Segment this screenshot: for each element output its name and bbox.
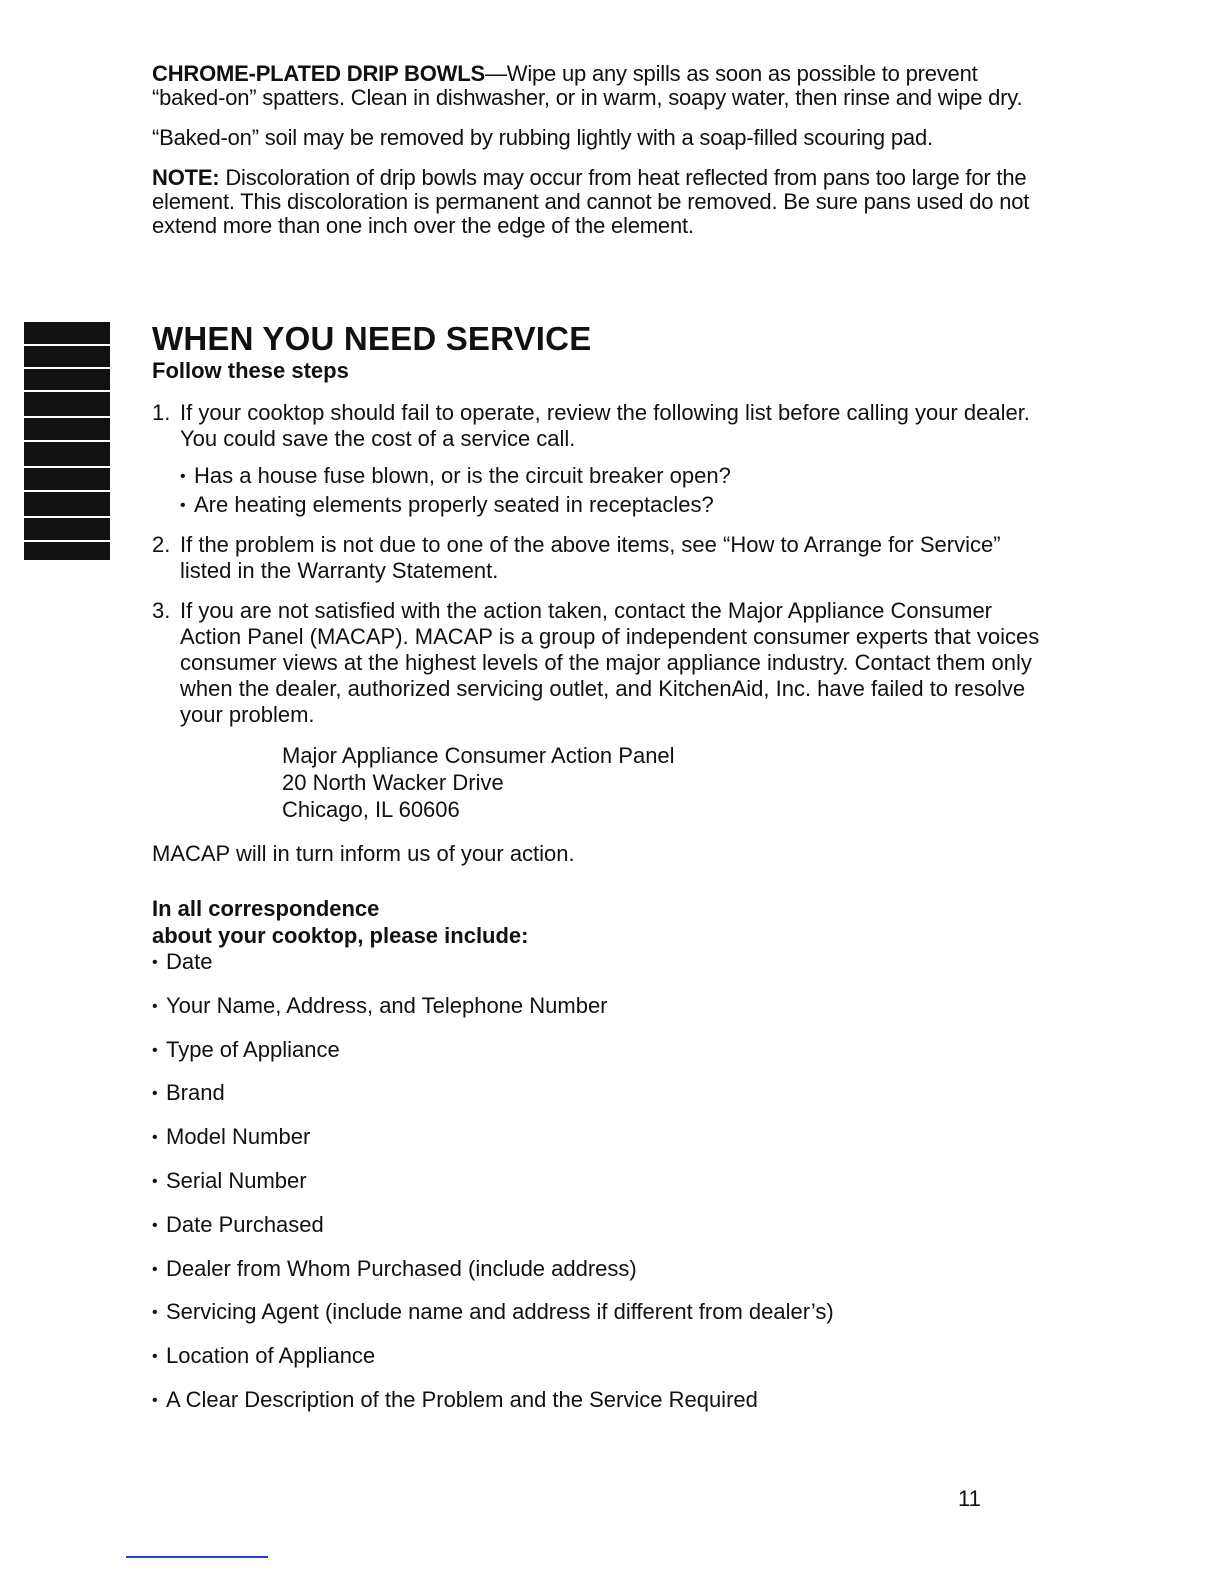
- list-item: • Type of Appliance: [152, 1037, 1042, 1064]
- step-number: 1.: [152, 400, 171, 425]
- note-label: NOTE:: [152, 165, 220, 190]
- check-item: • Are heating elements properly seated in receptacles?: [180, 491, 1042, 520]
- step-number: 3.: [152, 598, 171, 623]
- step-1: [152, 400, 1042, 452]
- drip-bowls-intro: [152, 62, 1042, 110]
- list-item: • Your Name, Address, and Telephone Number: [152, 993, 1042, 1020]
- list-item: • Model Number: [152, 1124, 1042, 1151]
- list-item: • A Clear Description of the Problem and the Service Required: [152, 1387, 1042, 1414]
- drip-bowls-note: [152, 166, 1042, 238]
- macap-note: MACAP will in turn inform us of your action.: [152, 841, 575, 866]
- check-item: • Has a house fuse blown, or is the circuit breaker open?: [180, 462, 1042, 491]
- list-item: • Date: [152, 949, 1042, 976]
- list-item: • Date Purchased: [152, 1212, 1042, 1239]
- drip-bowls-title: CHROME-PLATED DRIP BOWLS: [152, 61, 485, 86]
- section-tab-marker: [24, 322, 110, 560]
- list-item: • Serial Number: [152, 1168, 1042, 1195]
- step-text: If your cooktop should fail to operate, review the following list before calling your dealer. You could save the cost of a service call.: [180, 400, 1030, 451]
- step-text: If the problem is not due to one of the above items, see “How to Arrange for Service” listed in the Warranty Statement.: [180, 532, 1001, 583]
- drip-bowls-intro-text: Wipe up any spills as soon as possible to prevent “baked-on” spatters. Clean in dishwasher, or in warm, soapy water, then rinse and wipe dry.: [152, 61, 1023, 110]
- step-text: If you are not satisfied with the action taken, contact the Major Appliance Consumer Action Panel (MACAP). MACAP is a group of independent consumer experts that voices consumer views at the highest levels of the major appliance industry. Contact them only when the dealer, authorized servicing outlet, and KitchenAid, Inc. have failed to resolve your problem.: [180, 598, 1040, 727]
- correspondence-heading: [152, 895, 1042, 949]
- service-section: [152, 320, 1042, 1431]
- list-item: • Dealer from Whom Purchased (include address): [152, 1256, 1042, 1283]
- check-list: [180, 462, 1042, 520]
- correspondence-heading-line1: In all correspondence: [152, 896, 380, 921]
- step-2: [152, 532, 1042, 584]
- address-line: 20 North Wacker Drive: [282, 770, 504, 795]
- include-list: [152, 949, 1042, 1414]
- service-subheading: Follow these steps: [152, 358, 349, 383]
- footer-rule: [126, 1556, 268, 1558]
- macap-address: [282, 742, 1042, 823]
- list-item: • Servicing Agent (include name and address if different from dealer’s): [152, 1299, 1042, 1326]
- page-number: 11: [958, 1486, 981, 1511]
- step-3: [152, 598, 1042, 728]
- step-number: 2.: [152, 532, 171, 557]
- correspondence-heading-line2: about your cooktop, please include:: [152, 923, 529, 948]
- note-text: Discoloration of drip bowls may occur from heat reflected from pans too large for the element. This discoloration is permanent and cannot be removed. Be sure pans used do not extend more than one inch over the edge of the element.: [152, 165, 1030, 238]
- service-heading: WHEN YOU NEED SERVICE: [152, 320, 592, 357]
- list-item: • Location of Appliance: [152, 1343, 1042, 1370]
- list-item: • Brand: [152, 1080, 1042, 1107]
- drip-bowls-section: [152, 62, 1042, 254]
- drip-bowls-dash: —: [484, 61, 507, 86]
- address-line: Chicago, IL 60606: [282, 797, 460, 822]
- baked-on-text: “Baked-on” soil may be removed by rubbing lightly with a soap-filled scouring pad.: [152, 125, 933, 150]
- address-line: Major Appliance Consumer Action Panel: [282, 743, 675, 768]
